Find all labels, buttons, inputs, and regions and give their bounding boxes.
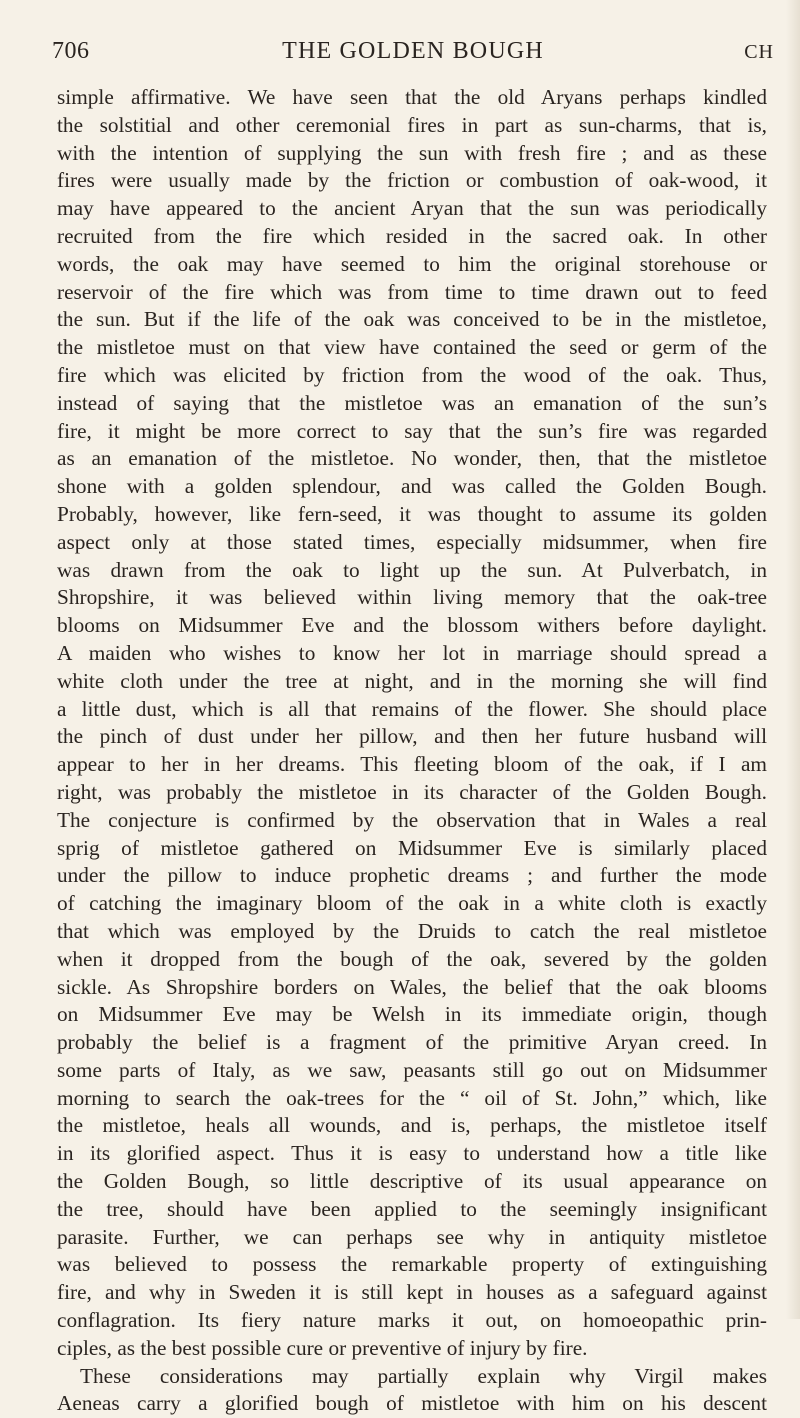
text-line: in its glorified aspect. Thus it is easy to understand how a title like — [57, 1141, 767, 1166]
text-line: that which was employed by the Druids to catch the real mistletoe — [57, 918, 767, 943]
text-line: shone with a golden splendour, and was called the Golden Bough. — [57, 474, 767, 499]
text-line: fire, it might be more correct to say that the sun’s fire was regarded — [57, 418, 767, 443]
text-line: sickle. As Shropshire borders on Wales, the belief that the oak blooms — [57, 974, 767, 999]
text-line: instead of saying that the mistletoe was an emanation of the sun’s — [57, 390, 767, 415]
text-line: the Golden Bough, so little descriptive of its usual appearance on — [57, 1169, 767, 1194]
text-line: the tree, should have been applied to the seemingly insignificant — [57, 1196, 767, 1221]
text-line: fire which was elicited by friction from the wood of the oak. Thus, — [57, 362, 767, 387]
text-line: as an emanation of the mistletoe. No wonder, then, that the mistletoe — [57, 446, 767, 471]
text-line: recruited from the fire which resided in the sacred oak. In other — [57, 223, 767, 248]
text-line: sprig of mistletoe gathered on Midsummer Eve is similarly placed — [57, 835, 767, 860]
text-line: A maiden who wishes to know her lot in marriage should spread a — [57, 640, 767, 665]
text-line: of catching the imaginary bloom of the oak in a white cloth is exactly — [57, 891, 767, 916]
running-head — [52, 38, 774, 72]
body-text — [57, 84, 767, 1418]
text-line: the mistletoe, heals all wounds, and is, perhaps, the mistletoe itself — [57, 1113, 767, 1138]
text-line: simple affirmative. We have seen that the old Aryans perhaps kindled — [57, 85, 767, 109]
text-line: under the pillow to induce prophetic dreams ; and further the mode — [57, 863, 767, 888]
text-line: The conjecture is confirmed by the observation that in Wales a real — [57, 807, 767, 832]
text-line: parasite. Further, we can perhaps see why in antiquity mistletoe — [57, 1224, 767, 1249]
text-line: was believed to possess the remarkable property of extinguishing — [57, 1252, 767, 1277]
text-line: Probably, however, like fern-seed, it was thought to assume its golden — [57, 501, 767, 526]
text-line: words, the oak may have seemed to him the original storehouse or — [57, 251, 767, 276]
text-line: some parts of Italy, as we saw, peasants still go out on Midsummer — [57, 1057, 767, 1082]
text-line: Shropshire, it was believed within living memory that the oak-tree — [57, 585, 767, 610]
text-line: the sun. But if the life of the oak was conceived to be in the mistletoe, — [57, 307, 767, 332]
text-line: a little dust, which is all that remains of the flower. She should place — [57, 696, 767, 721]
text-line: morning to search the oak-trees for the “ oil of St. John,” which, like — [57, 1085, 767, 1110]
text-line: on Midsummer Eve may be Welsh in its immediate origin, though — [57, 1002, 767, 1027]
text-line: the solstitial and other ceremonial fires in part as sun-charms, that is, — [57, 112, 767, 137]
text-line: when it dropped from the bough of the oak, severed by the golden — [57, 946, 767, 971]
text-line: conflagration. Its fiery nature marks it out, on homoeopathic prin- — [57, 1308, 767, 1333]
text-line: reservoir of the fire which was from time to time drawn out to feed — [57, 279, 767, 304]
text-line: blooms on Midsummer Eve and the blossom withers before daylight. — [57, 613, 767, 638]
text-line: right, was probably the mistletoe in its character of the Golden Bough. — [57, 779, 767, 804]
text-line: with the intention of supplying the sun with fresh fire ; and as these — [57, 140, 767, 165]
text-line: appear to her in her dreams. This fleeting bloom of the oak, if I am — [57, 752, 767, 777]
chapter-mark: CH — [744, 41, 774, 63]
text-line: the pinch of dust under her pillow, and then her future husband will — [57, 724, 767, 749]
text-line: aspect only at those stated times, especially midsummer, when fire — [57, 529, 767, 554]
text-line: white cloth under the tree at night, and in the morning she will find — [57, 668, 767, 693]
text-line: These considerations may partially explain why Virgil makes — [80, 1363, 767, 1388]
text-line: ciples, as the best possible cure or preventive of injury by fire. — [57, 1335, 588, 1360]
text-line: fire, and why in Sweden it is still kept in houses as a safeguard against — [57, 1280, 767, 1305]
text-line: may have appeared to the ancient Aryan that the sun was periodically — [57, 196, 767, 221]
text-line: the mistletoe must on that view have contained the seed or germ of the — [57, 335, 767, 360]
running-title: THE GOLDEN BOUGH — [282, 38, 544, 64]
page-edge-shadow — [786, 0, 800, 1319]
page-number: 706 — [52, 38, 90, 64]
text-line: Aeneas carry a glorified bough of mistletoe with him on his descent — [57, 1391, 767, 1416]
text-line: was drawn from the oak to light up the sun. At Pulverbatch, in — [57, 557, 767, 582]
text-line: probably the belief is a fragment of the primitive Aryan creed. In — [57, 1030, 767, 1055]
text-line: fires were usually made by the friction or combustion of oak-wood, it — [57, 168, 767, 193]
